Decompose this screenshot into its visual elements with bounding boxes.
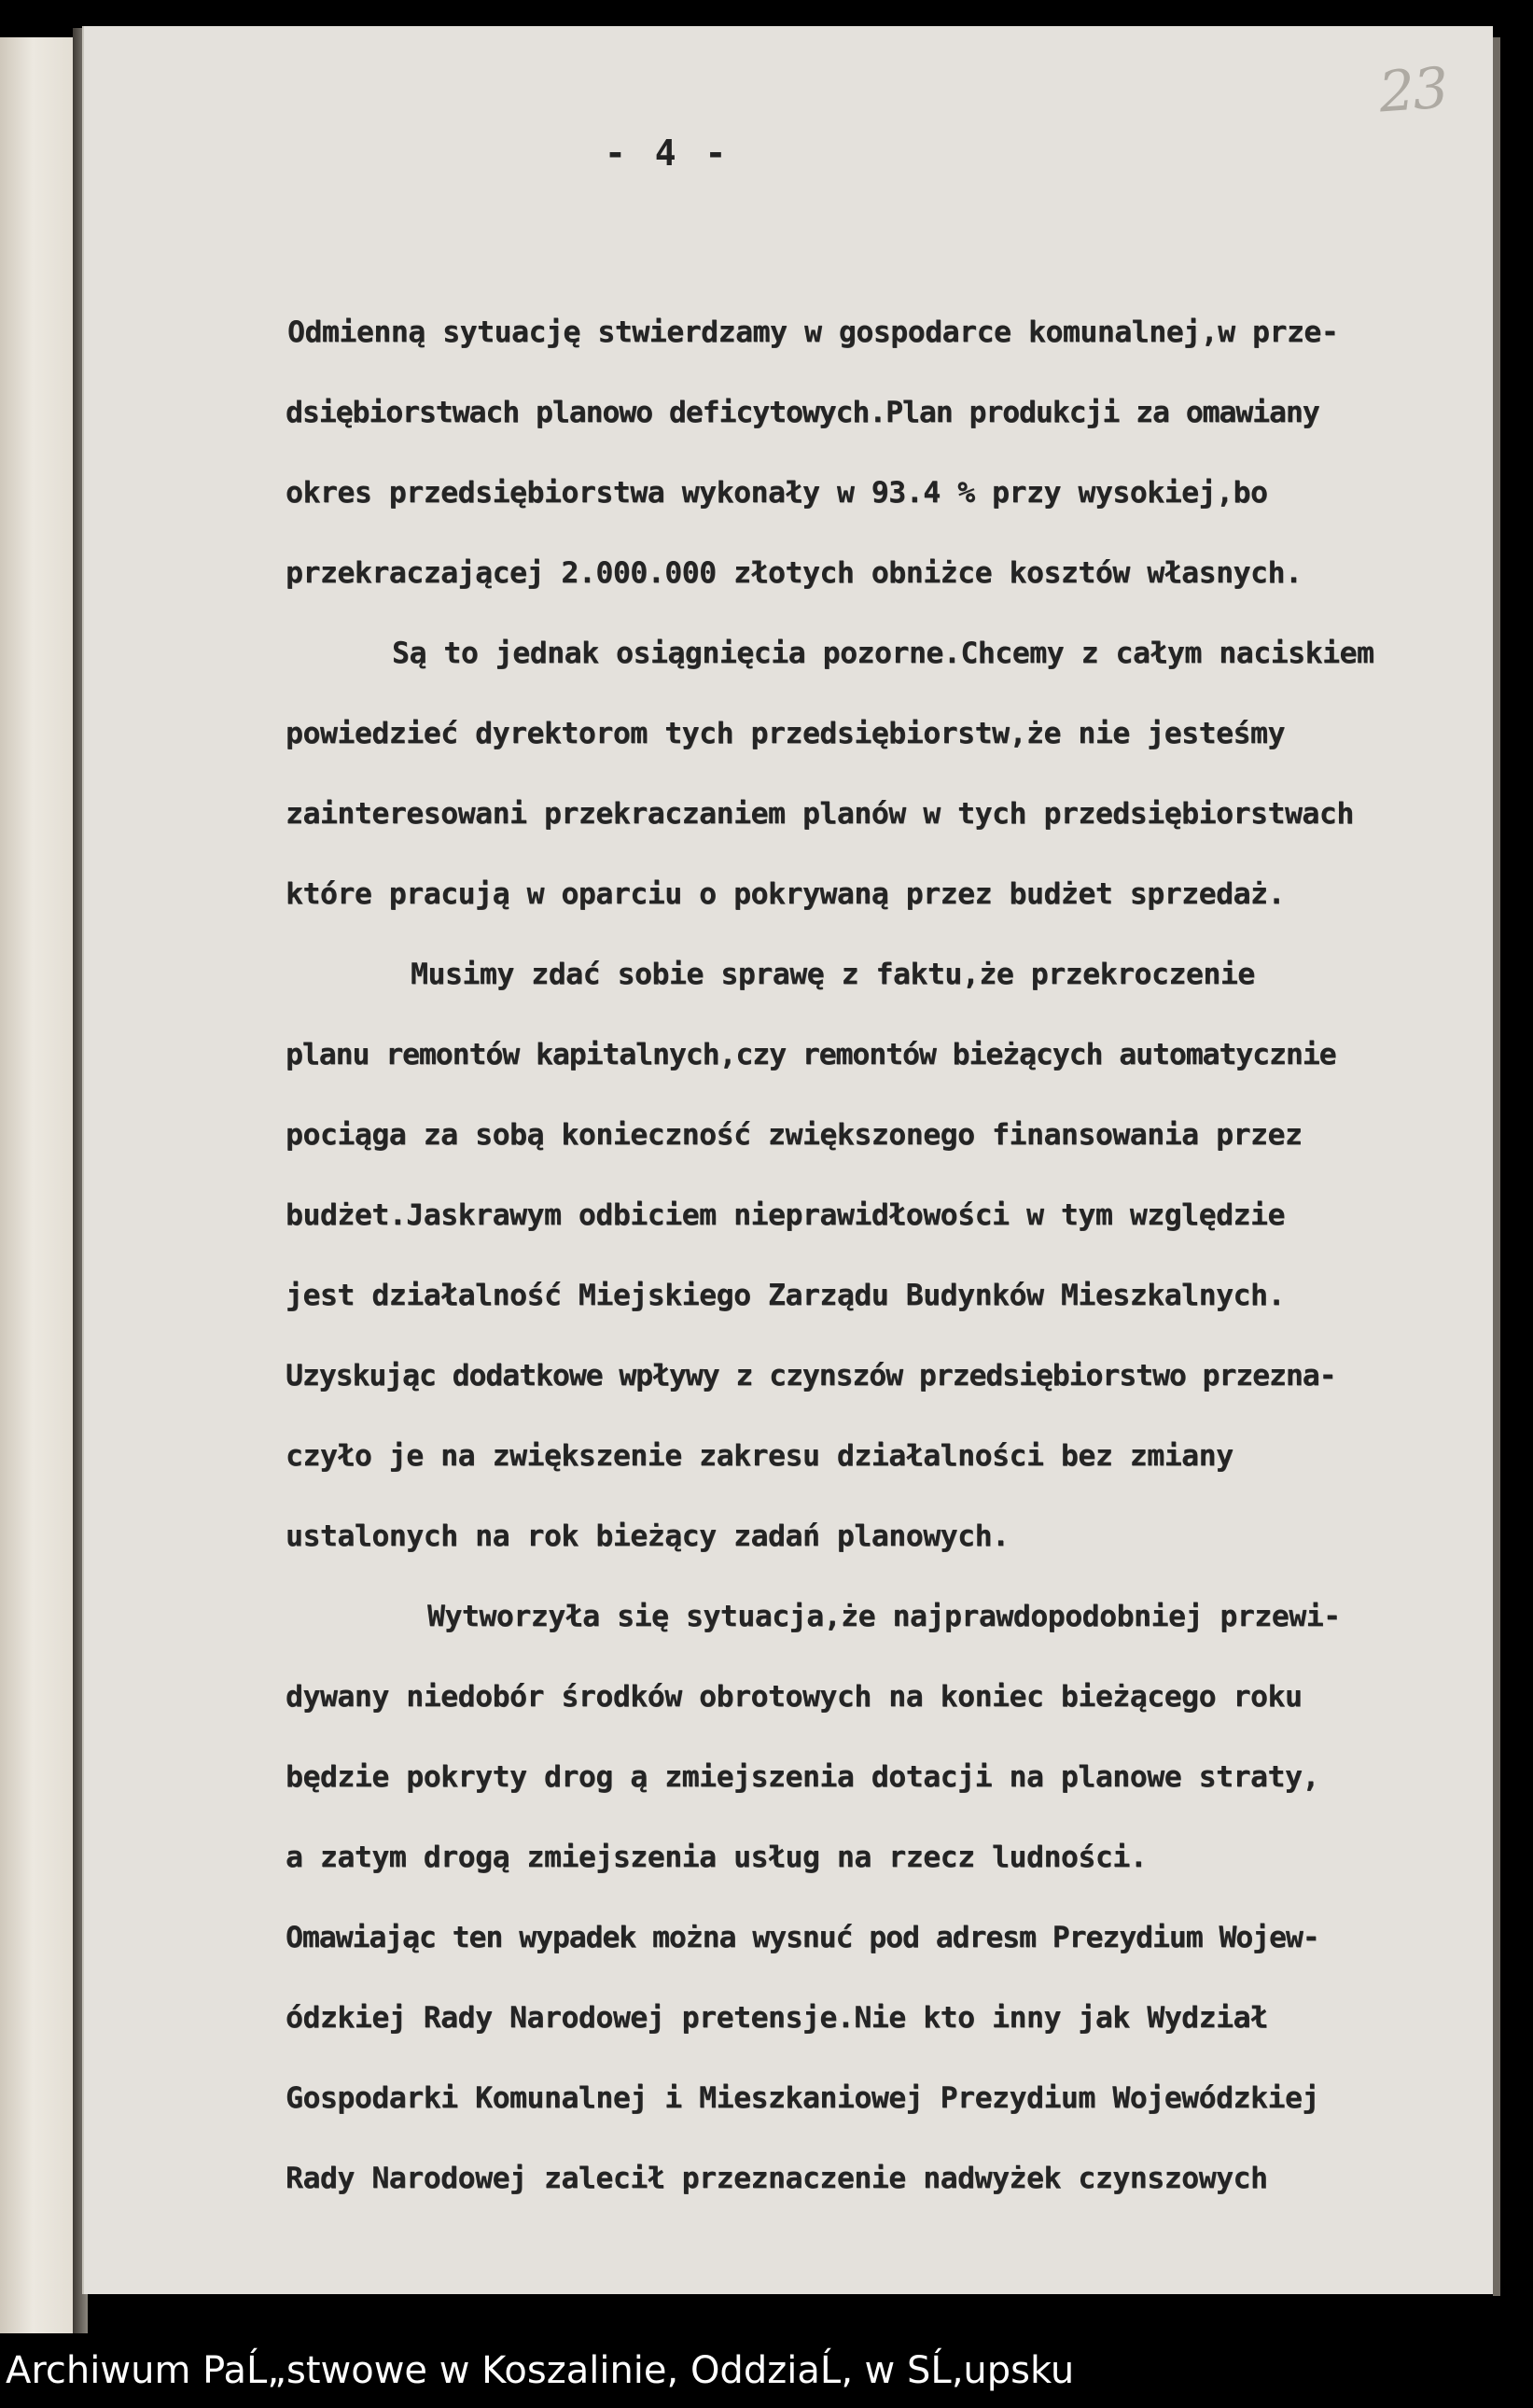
text-line: dywany niedobór środków obrotowych na koniec bieżącego roku xyxy=(286,1680,1303,1714)
text-line: czyło je na zwiększenie zakresu działalności bez zmiany xyxy=(286,1439,1233,1473)
text-line: Wytworzyła się sytuacja,że najprawdopodobniej przewi- xyxy=(427,1600,1341,1633)
archive-caption: Archiwum PaĹ„stwowe w Koszalinie, OddziaĹ‚ w SĹ‚upsku xyxy=(6,2349,1075,2392)
text-line: powiedzieć dyrektorom tych przedsiębiorstw,że nie jesteśmy xyxy=(286,717,1285,750)
text-line: przekraczającej 2.000.000 złotych obniżce kosztów własnych. xyxy=(286,556,1303,590)
text-line: a zatym drogą zmiejszenia usług na rzecz ludności. xyxy=(286,1841,1148,1874)
text-line: okres przedsiębiorstwa wykonały w 93.4 % przy wysokiej,bo xyxy=(286,476,1268,510)
page-number: - 4 - xyxy=(605,133,731,174)
text-line: Odmienną sytuację stwierdzamy w gospodarce komunalnej,w prze- xyxy=(287,315,1339,349)
text-line: zainteresowani przekraczaniem planów w tych przedsiębiorstwach xyxy=(286,797,1354,831)
text-line: Rady Narodowej zalecił przeznaczenie nadwyżek czynszowych xyxy=(286,2162,1268,2195)
text-line: ódzkiej Rady Narodowej pretensje.Nie kto inny jak Wydział xyxy=(286,2001,1268,2035)
text-line: jest działalność Miejskiego Zarządu Budynków Mieszkalnych. xyxy=(286,1279,1285,1312)
text-line: pociąga za sobą konieczność zwiększonego finansowania przez xyxy=(286,1118,1303,1152)
text-line: które pracują w oparciu o pokrywaną przez budżet sprzedaż. xyxy=(286,877,1285,911)
text-line: planu remontów kapitalnych,czy remontów bieżących automatycznie xyxy=(286,1038,1336,1071)
text-line: Są to jednak osiągnięcia pozorne.Chcemy z całym naciskiem xyxy=(392,637,1374,670)
folio-number: 23 xyxy=(1376,55,1449,126)
paper-edge xyxy=(1493,37,1500,2296)
text-line: będzie pokryty drog ą zmiejszenia dotacji na planowe straty, xyxy=(286,1760,1319,1794)
text-line: Omawiając ten wypadek można wysnuć pod adresm Prezydium Wojew- xyxy=(286,1921,1319,1954)
text-line: ustalonych na rok bieżący zadań planowych. xyxy=(286,1519,1010,1553)
text-line: Gospodarki Komunalnej i Mieszkaniowej Prezydium Wojewódzkiej xyxy=(286,2081,1319,2115)
text-line: budżet.Jaskrawym odbiciem nieprawidłowości w tym względzie xyxy=(286,1198,1285,1232)
text-line: Musimy zdać sobie sprawę z faktu,że przekroczenie xyxy=(411,958,1255,991)
binder-edge xyxy=(0,37,75,2333)
text-line: dsiębiorstwach planowo deficytowych.Plan produkcji za omawiany xyxy=(286,396,1319,429)
text-line: Uzyskując dodatkowe wpływy z czynszów przedsiębiorstwo przezna- xyxy=(286,1359,1336,1393)
